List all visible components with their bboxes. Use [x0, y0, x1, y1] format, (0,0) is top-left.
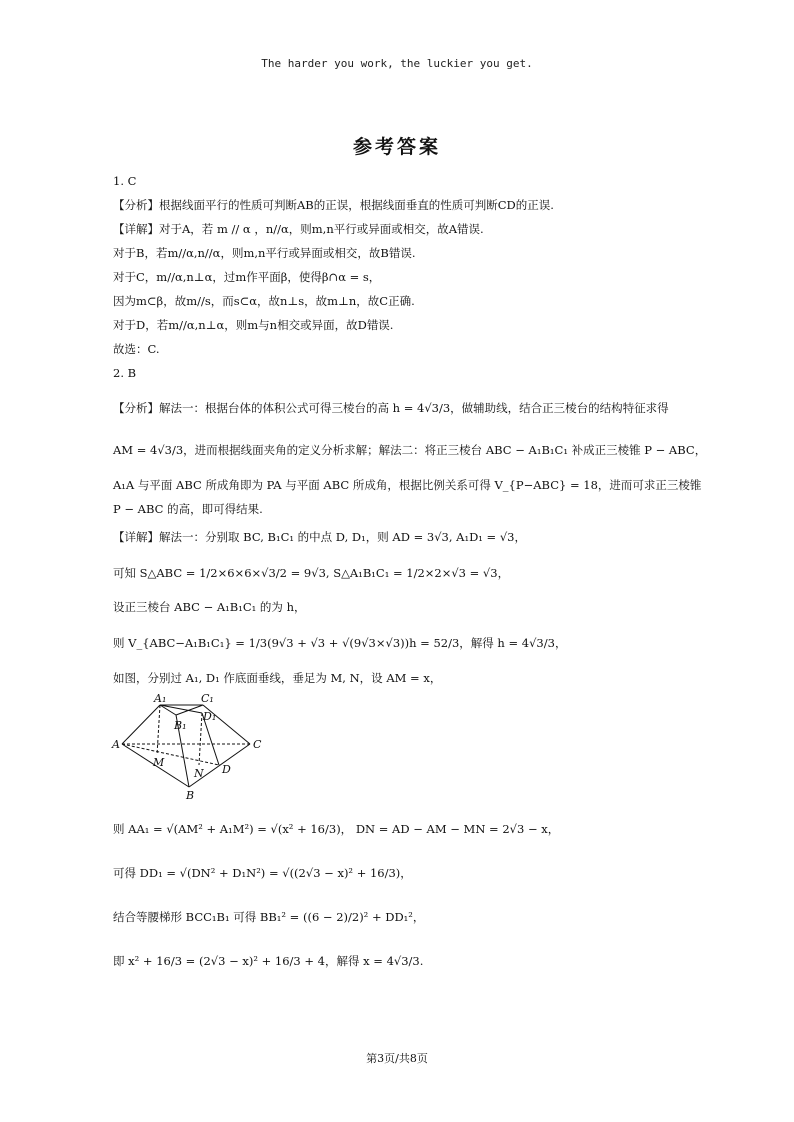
edge-B1C1 — [176, 705, 203, 715]
label-B1: B₁ — [174, 719, 187, 732]
text-line-q2: 2. B — [113, 366, 137, 380]
page-header-motto: The harder you work, the luckier you get. — [261, 57, 533, 70]
text-line-q2-detail1: 【详解】解法一：分别取 BC, B₁C₁ 的中点 D, D₁，则 AD = 3√3, A₁D₁ = √3， — [113, 530, 526, 544]
text-line-q1-c1: 对于C，m//α,n⊥α，过m作平面β，使得β∩α = s， — [113, 270, 381, 284]
edge-AA1 — [122, 705, 160, 744]
text-line-q1-c2: 因为m⊂β，故m//s，而s⊂α，故n⊥s，故m⊥n，故C正确. — [113, 294, 415, 308]
perp-D1N — [199, 713, 202, 765]
text-line-q2-detail3: 设正三棱台 ABC − A₁B₁C₁ 的为 h， — [113, 600, 306, 614]
label-B: B — [186, 789, 195, 800]
text-line-q1-d: 对于D，若m//α,n⊥α，则m与n相交或异面，故D错误. — [113, 318, 394, 332]
text-line-q1-detail: 【详解】对于A，若 m // α ，n//α，则m,n平行或异面或相交，故A错误. — [113, 222, 484, 236]
edge-BC — [189, 744, 250, 787]
text-line-q2-eq2: 可得 DD₁ = √(DN² + D₁N²) = √((2√3 − x)² + 16/3)， — [113, 866, 412, 880]
text-line-q2-analysis1: 【分析】解法一：根据台体的体积公式可得三棱台的高 h = 4√3/3，做辅助线，结合正三棱台的结构特征求得 — [113, 401, 669, 415]
perp-A1M — [157, 705, 160, 755]
label-M: M — [153, 756, 165, 769]
text-line-q1-analysis: 【分析】根据线面平行的性质可判断AB的正误，根据线面垂直的性质可判断CD的正误. — [113, 198, 554, 212]
label-D: D — [222, 763, 231, 776]
frustum-diagram — [110, 692, 270, 800]
text-line-q2-analysis3: A₁A 与平面 ABC 所成角即为 PA 与平面 ABC 所成角，根据比例关系可得 V_{P−ABC} = 18，进而可求正三棱锥 — [113, 478, 702, 492]
text-line-q1: 1. C — [113, 174, 137, 188]
text-line-q1-b: 对于B，若m//α,n//α，则m,n平行或异面或相交，故B错误. — [113, 246, 416, 260]
text-line-q2-eq1: 则 AA₁ = √(AM² + A₁M²) = √(x² + 16/3)， DN = AD − AM − MN = 2√3 − x， — [113, 822, 560, 836]
label-C: C — [253, 738, 262, 751]
label-A1: A₁ — [154, 692, 167, 705]
page-title: 参考答案 — [352, 136, 441, 158]
page-number: 第3页/共8页 — [366, 1052, 428, 1065]
text-line-q2-analysis2: AM = 4√3/3，进而根据线面夹角的定义分析求解；解法二：将正三棱台 ABC − A₁B₁C₁ 补成正三棱锥 P − ABC， — [113, 443, 707, 457]
segment-AD — [122, 744, 219, 765]
label-N: N — [194, 767, 204, 780]
text-line-q2-detail4: 则 V_{ABC−A₁B₁C₁} = 1/3(9√3 + √3 + √(9√3×√3))h = 52/3，解得 h = 4√3/3， — [113, 636, 567, 650]
text-line-q2-detail2: 可知 S△ABC = 1/2×6×6×√3/2 = 9√3, S△A₁B₁C₁ = 1/2×2×√3 = √3， — [113, 566, 510, 580]
label-C1: C₁ — [201, 692, 214, 705]
label-D1: D₁ — [203, 710, 217, 723]
text-line-q1-choice: 故选：C. — [113, 342, 160, 356]
label-A: A — [112, 738, 120, 751]
text-line-q2-eq4: 即 x² + 16/3 = (2√3 − x)² + 16/3 + 4，解得 x = 4√3/3. — [113, 954, 424, 968]
text-line-q2-detail5: 如图，分别过 A₁, D₁ 作底面垂线，垂足为 M, N，设 AM = x， — [113, 671, 442, 685]
text-line-q2-eq3: 结合等腰梯形 BCC₁B₁ 可得 BB₁² = ((6 − 2)/2)² + DD₁²， — [113, 910, 425, 924]
text-line-q2-analysis4: P − ABC 的高，即可得结果. — [113, 502, 263, 516]
